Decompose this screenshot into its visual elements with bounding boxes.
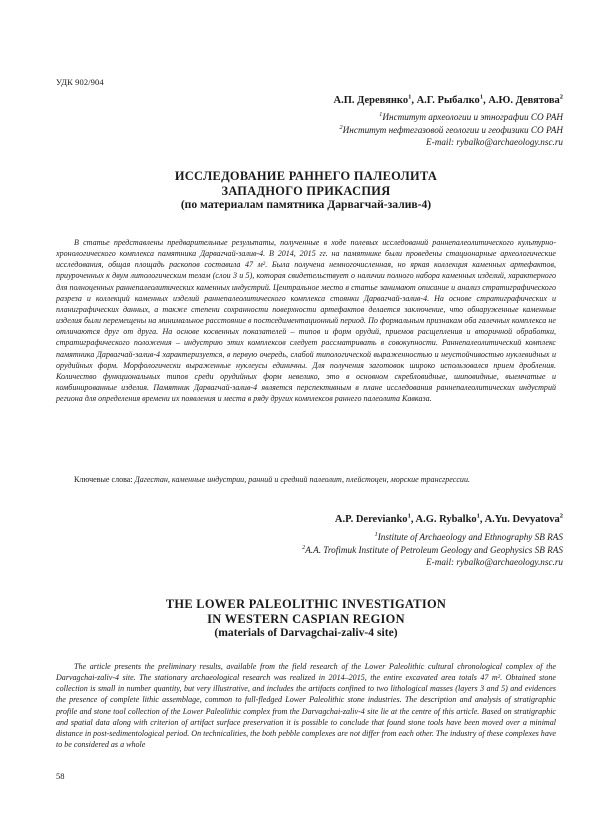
ru-subtitle: (по материалам памятника Дарвагчай-залив-4) [180,198,432,211]
ru-title-line-2: ЗАПАДНОГО ПРИКАСПИЯ [221,183,391,198]
ru-affiliation-1: $^1$Институт археологии и этнографии СО РАН [379,110,563,122]
en-author-3: A.Yu. Devyatova$^2$ [484,512,563,525]
en-title-line-2: IN WESTERN CASPIAN REGION [207,611,405,626]
en-title [40,597,572,641]
ru-title-line-1: ИССЛЕДОВАНИЕ РАННЕГО ПАЛЕОЛИТА [174,169,438,183]
en-author-1: A.P. Derevianko$^1$ [334,512,411,525]
ru-affiliation-2: $^2$Институт нефтегазовой геологии и геофизики СО РАН [339,123,563,135]
ru-affiliations [339,111,563,149]
ru-email[interactable]: E-mail: rybalko@archaeology.nsc.ru [426,137,563,148]
en-authors: A.P. Derevianko$^1$, A.G. Rybalko$^1$, A.Yu. Devyatova$^2$ [334,512,563,525]
ru-title [40,169,572,213]
ru-keywords [56,474,556,485]
en-affiliation-1: $^1$Institute of Archaeology and Ethnography SB RAS [374,530,563,542]
en-subtitle: (materials of Darvagchai-zaliv-4 site) [214,626,398,639]
en-email[interactable]: E-mail: rybalko@archaeology.nsc.ru [426,557,563,568]
en-abstract: The article presents the preliminary results, available from the field research of the Lower Paleolithic cultural chronological complex of the Darvagchai-zaliv-4 site. The stationary archaeological research was realized in 2014–2015, the entire excavated area totals 47 m². Obtained stone collection is small in number quantity, but very illustrative, and includes the artifacts confined to two lithological masses (layers 3 and 5) and evidences the presence of complete lithic assemblage, common to full-fledged Lower Paleolithic stone industries. The description and analysis of stratigraphic profile and stone tool collection of the Lower Paleolithic complex from the Darvagchai-zaliv-4 site lie at the centre of this article. Based on stratigraphic and spatial data along with criterion of artifact surface preservation it is possible to conclude that found stone tools have been moved over a minimal distance in post-sedimentological period. On technicalities, the both pebble complexes are not differ from each other. The industry of these complexes have to be considered as a whole [56,662,556,750]
page-number: 58 [56,771,65,781]
en-author-2: A.G. Rybalko$^1$ [415,512,480,525]
ru-author-2: А.Г. Рыбалко$^1$ [416,93,484,106]
ru-keywords-text: Дагестан, каменные индустрии, ранний и средний палеолит, плейстоцен, морские трансгрессии. [134,475,470,484]
ru-abstract: В статье представлены предварительные результаты, полученные в ходе полевых исследований раннепалеолитического культурно-хронологического комплекса памятника Дарвагчай-залив-4. В 2014, 2015 гг. на памятнике были проведены стационарные археологические исследования, общая площадь раскопов составила 47 м². Была получена немногочисленная, но яркая коллекция каменных артефактов, приуроченных к двум литологическим телам (слои 3 и 5), которая свидетельствует о наличии полного набора каменных изделий, характерного для полноценных раннепалеолитических каменных индустрий. Центральное место в статье занимают описание и анализ стратиграфического разреза и коллекций каменных изделий раннепалеолитического комплекса стоянки Дарвагчай-залив-4. На основе стратиграфических и планиграфических данных, а также степени сохранности поверхности артефактов делается заключение, что обнаруженные каменные изделия были перемещены на минимальное расстояние в постседиментационный период. По формальным признакам оба галечных комплекса не отличаются друг от друга. На основе косвенных показателей – типов и форм орудий, приемов расщепления и вторичной обработки, стратиграфического положения – индустрию этих комплексов следует рассматривать в совокупности. Раннепалеолитический комплекс памятника Дарвагчай-залив-4 характеризуется, в первую очередь, слабой типологической выраженностью и неустойчивостью нуклевидных и орудийных форм. Морфологически выраженные нуклеусы единичны. Для получения заготовок широко использовался прием дробления. Количество функциональных типов среди орудийных форм невелико, это в основном скребловидные, шиповидные, выемчатые и комбинированные изделия. Памятник Дарвагчай-залив-4 является перспективным в плане исследования раннепалеолитических индустрий региона для определения времени их появления и места в ряду других комплексов раннего палеолита Кавказа. [56,238,556,404]
ru-author-1: А.П. Деревянко$^1$ [333,93,412,106]
en-title-line-1: THE LOWER PALEOLITHIC INVESTIGATION [165,597,447,611]
udk-code: УДК 902/904 [56,77,104,87]
ru-author-3: А.Ю. Девятова$^2$ [488,93,563,106]
en-affiliations [302,531,563,569]
ru-authors: А.П. Деревянко$^1$, А.Г. Рыбалко$^1$, А.Ю. Девятова$^2$ [333,93,563,106]
en-affiliation-2: $^2$A.A. Trofimuk Institute of Petroleum Geology and Geophysics SB RAS [301,543,563,555]
ru-keywords-label: Ключевые слова: [74,475,133,484]
